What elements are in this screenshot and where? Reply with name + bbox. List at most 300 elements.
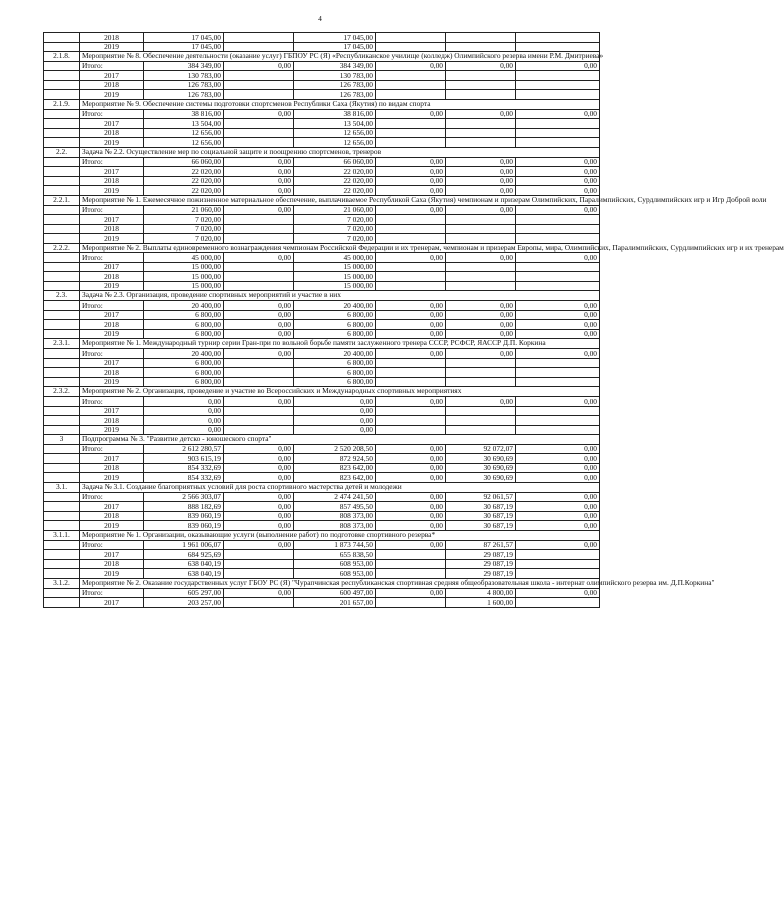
code-cell xyxy=(44,176,80,186)
amount-cell-1: 126 783,00 xyxy=(144,90,224,100)
amount-cell-4: 0,00 xyxy=(376,588,446,598)
total-label-cell: Итого: xyxy=(80,109,144,119)
code-cell xyxy=(44,473,80,483)
amount-cell-3: 15 000,00 xyxy=(294,281,376,291)
amount-cell-3: 15 000,00 xyxy=(294,272,376,282)
amount-cell-1: 17 045,00 xyxy=(144,42,224,52)
amount-cell-3: 6 800,00 xyxy=(294,310,376,320)
year-row xyxy=(44,234,600,244)
amount-cell-1: 0,00 xyxy=(144,406,224,416)
amount-cell-1: 1 961 006,07 xyxy=(144,540,224,550)
amount-cell-4: 0,00 xyxy=(376,463,446,473)
code-cell xyxy=(44,262,80,272)
amount-cell-3: 12 656,00 xyxy=(294,128,376,138)
amount-cell-6 xyxy=(516,550,600,560)
total-row xyxy=(44,61,600,71)
code-cell xyxy=(44,492,80,502)
amount-cell-1: 126 783,00 xyxy=(144,80,224,90)
amount-cell-6 xyxy=(516,416,600,426)
amount-cell-1: 638 040,19 xyxy=(144,569,224,579)
amount-cell-4 xyxy=(376,90,446,100)
code-cell xyxy=(44,540,80,550)
amount-cell-3: 15 000,00 xyxy=(294,262,376,272)
amount-cell-5: 0,00 xyxy=(446,61,516,71)
code-cell xyxy=(44,463,80,473)
amount-cell-4 xyxy=(376,416,446,426)
amount-cell-2 xyxy=(224,215,294,225)
amount-cell-1: 6 800,00 xyxy=(144,320,224,330)
amount-cell-2 xyxy=(224,119,294,129)
amount-cell-3: 126 783,00 xyxy=(294,80,376,90)
amount-cell-5 xyxy=(446,234,516,244)
total-row xyxy=(44,588,600,598)
amount-cell-4: 0,00 xyxy=(376,511,446,521)
amount-cell-5 xyxy=(446,416,516,426)
year-row xyxy=(44,262,600,272)
amount-cell-2 xyxy=(224,416,294,426)
amount-cell-3: 130 783,00 xyxy=(294,71,376,81)
amount-cell-4: 0,00 xyxy=(376,320,446,330)
year-cell: 2017 xyxy=(80,502,144,512)
item-title-cell: Подпрограмма № 3. "Развитие детско - юношеского спорта" xyxy=(80,435,600,445)
amount-cell-2 xyxy=(224,559,294,569)
code-cell xyxy=(44,157,80,167)
amount-cell-3: 7 020,00 xyxy=(294,234,376,244)
amount-cell-3: 2 520 208,50 xyxy=(294,444,376,454)
year-row xyxy=(44,186,600,196)
year-row xyxy=(44,71,600,81)
amount-cell-2: 0,00 xyxy=(224,329,294,339)
amount-cell-5 xyxy=(446,358,516,368)
amount-cell-4: 0,00 xyxy=(376,109,446,119)
amount-cell-6 xyxy=(516,262,600,272)
amount-cell-4: 0,00 xyxy=(376,329,446,339)
item-title-cell: Мероприятие № 8. Обеспечение деятельности (оказание услуг) ГБПОУ РС (Я) «Республиканское училище (колледж) Олимпийского резерва имени Р.М. Дмитриева» xyxy=(80,52,600,62)
amount-cell-5: 4 800,00 xyxy=(446,588,516,598)
section-header-row xyxy=(44,339,600,349)
amount-cell-2: 0,00 xyxy=(224,473,294,483)
amount-cell-5: 0,00 xyxy=(446,301,516,311)
amount-cell-3: 17 045,00 xyxy=(294,42,376,52)
amount-cell-5 xyxy=(446,71,516,81)
amount-cell-1: 854 332,69 xyxy=(144,473,224,483)
code-cell xyxy=(44,406,80,416)
amount-cell-2 xyxy=(224,138,294,148)
amount-cell-5: 30 687,19 xyxy=(446,502,516,512)
code-cell xyxy=(44,588,80,598)
amount-cell-4 xyxy=(376,138,446,148)
amount-cell-2: 0,00 xyxy=(224,463,294,473)
amount-cell-4: 0,00 xyxy=(376,444,446,454)
amount-cell-1: 7 020,00 xyxy=(144,215,224,225)
year-cell: 2018 xyxy=(80,511,144,521)
amount-cell-5: 0,00 xyxy=(446,253,516,263)
amount-cell-2: 0,00 xyxy=(224,157,294,167)
amount-cell-5: 29 087,19 xyxy=(446,569,516,579)
amount-cell-3: 608 953,00 xyxy=(294,559,376,569)
code-cell xyxy=(44,109,80,119)
amount-cell-5 xyxy=(446,368,516,378)
amount-cell-3: 0,00 xyxy=(294,425,376,435)
year-row xyxy=(44,473,600,483)
amount-cell-4 xyxy=(376,550,446,560)
amount-cell-1: 22 020,00 xyxy=(144,186,224,196)
total-row xyxy=(44,205,600,215)
year-cell: 2018 xyxy=(80,559,144,569)
amount-cell-6: 0,00 xyxy=(516,186,600,196)
amount-cell-6 xyxy=(516,90,600,100)
amount-cell-3: 38 816,00 xyxy=(294,109,376,119)
page-number: 4 xyxy=(318,14,322,23)
amount-cell-6 xyxy=(516,128,600,138)
amount-cell-3: 22 020,00 xyxy=(294,176,376,186)
amount-cell-2 xyxy=(224,80,294,90)
total-label-cell: Итого: xyxy=(80,253,144,263)
amount-cell-6 xyxy=(516,425,600,435)
year-cell: 2018 xyxy=(80,128,144,138)
year-row xyxy=(44,358,600,368)
amount-cell-6 xyxy=(516,281,600,291)
amount-cell-2: 0,00 xyxy=(224,61,294,71)
amount-cell-6: 0,00 xyxy=(516,61,600,71)
code-cell xyxy=(44,80,80,90)
amount-cell-1: 15 000,00 xyxy=(144,262,224,272)
amount-cell-4: 0,00 xyxy=(376,540,446,550)
amount-cell-5: 92 061,57 xyxy=(446,492,516,502)
year-row xyxy=(44,80,600,90)
total-label-cell: Итого: xyxy=(80,444,144,454)
amount-cell-2: 0,00 xyxy=(224,397,294,407)
amount-cell-2: 0,00 xyxy=(224,454,294,464)
amount-cell-1: 20 400,00 xyxy=(144,301,224,311)
budget-table xyxy=(43,32,784,608)
amount-cell-3: 608 953,00 xyxy=(294,569,376,579)
total-row xyxy=(44,109,600,119)
section-header-row xyxy=(44,52,600,62)
amount-cell-1: 6 800,00 xyxy=(144,377,224,387)
year-cell: 2019 xyxy=(80,377,144,387)
amount-cell-4: 0,00 xyxy=(376,473,446,483)
amount-cell-2: 0,00 xyxy=(224,301,294,311)
amount-cell-5: 30 690,69 xyxy=(446,454,516,464)
amount-cell-1: 45 000,00 xyxy=(144,253,224,263)
amount-cell-4 xyxy=(376,224,446,234)
year-cell: 2017 xyxy=(80,406,144,416)
amount-cell-2: 0,00 xyxy=(224,186,294,196)
code-cell xyxy=(44,128,80,138)
code-cell xyxy=(44,167,80,177)
total-row xyxy=(44,349,600,359)
item-title-cell: Мероприятие № 2. Выплаты единовременного вознаграждения чемпионам Российской Федерации и их тренерам, чемпионам и призерам Европы, мира, Олимпийских, Паралимпийских, Сурдлимпийских игр и их тренерам xyxy=(80,243,600,253)
amount-cell-1: 6 800,00 xyxy=(144,329,224,339)
amount-cell-2: 0,00 xyxy=(224,253,294,263)
amount-cell-2 xyxy=(224,224,294,234)
item-code-cell: 2.2.1. xyxy=(44,195,80,205)
amount-cell-4: 0,00 xyxy=(376,310,446,320)
amount-cell-4: 0,00 xyxy=(376,157,446,167)
year-cell: 2019 xyxy=(80,569,144,579)
amount-cell-3: 7 020,00 xyxy=(294,224,376,234)
code-cell xyxy=(44,569,80,579)
amount-cell-4: 0,00 xyxy=(376,349,446,359)
amount-cell-6: 0,00 xyxy=(516,492,600,502)
year-cell: 2017 xyxy=(80,119,144,129)
amount-cell-1: 6 800,00 xyxy=(144,358,224,368)
code-cell xyxy=(44,215,80,225)
amount-cell-4: 0,00 xyxy=(376,205,446,215)
amount-cell-3: 12 656,00 xyxy=(294,138,376,148)
code-cell xyxy=(44,186,80,196)
year-cell: 2019 xyxy=(80,521,144,531)
amount-cell-6: 0,00 xyxy=(516,540,600,550)
year-row xyxy=(44,368,600,378)
total-row xyxy=(44,301,600,311)
amount-cell-4: 0,00 xyxy=(376,502,446,512)
code-cell xyxy=(44,320,80,330)
amount-cell-5: 1 600,00 xyxy=(446,598,516,608)
item-title-cell: Мероприятие № 1. Организации, оказывающие услуги (выполнение работ) по подготовке спортивного резерва* xyxy=(80,530,600,540)
amount-cell-3: 13 504,00 xyxy=(294,119,376,129)
amount-cell-5 xyxy=(446,128,516,138)
code-cell xyxy=(44,205,80,215)
section-header-row xyxy=(44,530,600,540)
amount-cell-4: 0,00 xyxy=(376,167,446,177)
year-cell: 2019 xyxy=(80,473,144,483)
year-cell: 2019 xyxy=(80,138,144,148)
amount-cell-6 xyxy=(516,234,600,244)
amount-cell-6: 0,00 xyxy=(516,310,600,320)
amount-cell-1: 203 257,00 xyxy=(144,598,224,608)
total-row xyxy=(44,540,600,550)
amount-cell-5: 30 687,19 xyxy=(446,521,516,531)
amount-cell-5: 0,00 xyxy=(446,176,516,186)
amount-cell-5: 0,00 xyxy=(446,329,516,339)
year-cell: 2017 xyxy=(80,215,144,225)
amount-cell-5 xyxy=(446,406,516,416)
code-cell xyxy=(44,224,80,234)
total-row xyxy=(44,397,600,407)
year-row xyxy=(44,463,600,473)
amount-cell-4 xyxy=(376,425,446,435)
year-cell: 2019 xyxy=(80,90,144,100)
year-row xyxy=(44,272,600,282)
year-cell: 2019 xyxy=(80,234,144,244)
amount-cell-4 xyxy=(376,598,446,608)
amount-cell-2 xyxy=(224,128,294,138)
amount-cell-6: 0,00 xyxy=(516,511,600,521)
amount-cell-3: 126 783,00 xyxy=(294,90,376,100)
code-cell xyxy=(44,521,80,531)
amount-cell-3: 857 495,50 xyxy=(294,502,376,512)
year-row xyxy=(44,320,600,330)
total-label-cell: Итого: xyxy=(80,397,144,407)
item-code-cell: 3 xyxy=(44,435,80,445)
code-cell xyxy=(44,61,80,71)
amount-cell-6 xyxy=(516,368,600,378)
amount-cell-3: 6 800,00 xyxy=(294,358,376,368)
amount-cell-1: 0,00 xyxy=(144,416,224,426)
section-header-row xyxy=(44,435,600,445)
amount-cell-6: 0,00 xyxy=(516,301,600,311)
amount-cell-5: 87 261,57 xyxy=(446,540,516,550)
amount-cell-1: 21 060,00 xyxy=(144,205,224,215)
amount-cell-3: 6 800,00 xyxy=(294,320,376,330)
amount-cell-3: 823 642,00 xyxy=(294,463,376,473)
amount-cell-1: 17 045,00 xyxy=(144,33,224,43)
amount-cell-4: 0,00 xyxy=(376,454,446,464)
item-title-cell: Мероприятие № 2. Организация, проведение и участие во Всероссийских и Международных спортивных мероприятиях xyxy=(80,387,600,397)
total-row xyxy=(44,492,600,502)
item-code-cell: 3.1.1. xyxy=(44,530,80,540)
amount-cell-3: 808 373,00 xyxy=(294,511,376,521)
amount-cell-1: 20 400,00 xyxy=(144,349,224,359)
year-cell: 2017 xyxy=(80,598,144,608)
amount-cell-1: 903 615,19 xyxy=(144,454,224,464)
amount-cell-6 xyxy=(516,80,600,90)
code-cell xyxy=(44,119,80,129)
amount-cell-5: 0,00 xyxy=(446,186,516,196)
amount-cell-2: 0,00 xyxy=(224,167,294,177)
code-cell xyxy=(44,416,80,426)
amount-cell-6: 0,00 xyxy=(516,521,600,531)
section-header-row xyxy=(44,291,600,301)
amount-cell-3: 20 400,00 xyxy=(294,301,376,311)
amount-cell-5 xyxy=(446,425,516,435)
amount-cell-5: 29 087,19 xyxy=(446,559,516,569)
year-row xyxy=(44,559,600,569)
amount-cell-3: 45 000,00 xyxy=(294,253,376,263)
table-body xyxy=(44,32,784,608)
total-label-cell: Итого: xyxy=(80,61,144,71)
code-cell xyxy=(44,511,80,521)
year-row xyxy=(44,138,600,148)
section-header-row xyxy=(44,482,600,492)
amount-cell-2: 0,00 xyxy=(224,205,294,215)
amount-cell-5 xyxy=(446,138,516,148)
amount-cell-5 xyxy=(446,262,516,272)
code-cell xyxy=(44,301,80,311)
item-code-cell: 2.2.2. xyxy=(44,243,80,253)
amount-cell-1: 12 656,00 xyxy=(144,128,224,138)
amount-cell-5: 30 690,69 xyxy=(446,473,516,483)
amount-cell-1: 839 060,19 xyxy=(144,521,224,531)
amount-cell-4: 0,00 xyxy=(376,176,446,186)
amount-cell-6 xyxy=(516,598,600,608)
code-cell xyxy=(44,358,80,368)
amount-cell-1: 839 060,19 xyxy=(144,511,224,521)
amount-cell-4: 0,00 xyxy=(376,61,446,71)
year-row xyxy=(44,511,600,521)
amount-cell-1: 15 000,00 xyxy=(144,281,224,291)
amount-cell-3: 21 060,00 xyxy=(294,205,376,215)
year-row xyxy=(44,167,600,177)
amount-cell-3: 808 373,00 xyxy=(294,521,376,531)
year-row xyxy=(44,521,600,531)
amount-cell-2 xyxy=(224,598,294,608)
amount-cell-2 xyxy=(224,33,294,43)
amount-cell-1: 0,00 xyxy=(144,425,224,435)
amount-cell-3: 6 800,00 xyxy=(294,377,376,387)
amount-cell-1: 854 332,69 xyxy=(144,463,224,473)
year-row xyxy=(44,33,600,43)
amount-cell-3: 655 838,50 xyxy=(294,550,376,560)
amount-cell-3: 0,00 xyxy=(294,416,376,426)
amount-cell-3: 22 020,00 xyxy=(294,167,376,177)
year-cell: 2017 xyxy=(80,167,144,177)
amount-cell-6: 0,00 xyxy=(516,502,600,512)
amount-cell-3: 2 474 241,50 xyxy=(294,492,376,502)
code-cell xyxy=(44,310,80,320)
year-row xyxy=(44,176,600,186)
total-row xyxy=(44,444,600,454)
amount-cell-3: 1 873 744,50 xyxy=(294,540,376,550)
amount-cell-3: 823 642,00 xyxy=(294,473,376,483)
code-cell xyxy=(44,253,80,263)
amount-cell-1: 130 783,00 xyxy=(144,71,224,81)
amount-cell-1: 6 800,00 xyxy=(144,310,224,320)
amount-cell-2 xyxy=(224,71,294,81)
amount-cell-1: 888 182,69 xyxy=(144,502,224,512)
amount-cell-6 xyxy=(516,215,600,225)
section-header-row xyxy=(44,243,600,253)
year-cell: 2018 xyxy=(80,176,144,186)
amount-cell-4: 0,00 xyxy=(376,253,446,263)
amount-cell-5 xyxy=(446,215,516,225)
amount-cell-3: 20 400,00 xyxy=(294,349,376,359)
amount-cell-4 xyxy=(376,368,446,378)
amount-cell-6: 0,00 xyxy=(516,397,600,407)
amount-cell-5 xyxy=(446,224,516,234)
amount-cell-4: 0,00 xyxy=(376,521,446,531)
amount-cell-2 xyxy=(224,358,294,368)
amount-cell-2 xyxy=(224,406,294,416)
year-cell: 2018 xyxy=(80,80,144,90)
year-cell: 2017 xyxy=(80,71,144,81)
amount-cell-3: 0,00 xyxy=(294,406,376,416)
amount-cell-1: 605 297,00 xyxy=(144,588,224,598)
code-cell xyxy=(44,138,80,148)
amount-cell-2: 0,00 xyxy=(224,540,294,550)
year-cell: 2018 xyxy=(80,224,144,234)
item-title-cell: Задача № 3.1. Создание благоприятных условий для роста спортивного мастерства детей и молодежи xyxy=(80,482,600,492)
year-cell: 2019 xyxy=(80,281,144,291)
amount-cell-1: 22 020,00 xyxy=(144,167,224,177)
amount-cell-3: 17 045,00 xyxy=(294,33,376,43)
item-code-cell: 2.3.2. xyxy=(44,387,80,397)
amount-cell-2: 0,00 xyxy=(224,521,294,531)
amount-cell-5: 29 087,19 xyxy=(446,550,516,560)
amount-cell-6: 0,00 xyxy=(516,588,600,598)
year-cell: 2017 xyxy=(80,550,144,560)
section-header-row xyxy=(44,387,600,397)
item-code-cell: 3.1.2. xyxy=(44,578,80,588)
amount-cell-6: 0,00 xyxy=(516,454,600,464)
code-cell xyxy=(44,559,80,569)
amount-cell-3: 600 497,00 xyxy=(294,588,376,598)
code-cell xyxy=(44,550,80,560)
amount-cell-2: 0,00 xyxy=(224,349,294,359)
amount-cell-1: 6 800,00 xyxy=(144,368,224,378)
amount-cell-2 xyxy=(224,368,294,378)
item-title-cell: Мероприятие № 1. Международный турнир серии Гран-при по вольной борьбе памяти заслуженного тренера СССР, РСФСР, ЯАССР Д.П. Коркина xyxy=(80,339,600,349)
amount-cell-2 xyxy=(224,234,294,244)
amount-cell-6: 0,00 xyxy=(516,157,600,167)
amount-cell-1: 38 816,00 xyxy=(144,109,224,119)
item-title-cell: Мероприятие № 2. Оказание государственных услуг ГБОУ РС (Я) "Чурапчинская республиканская спортивная средняя общеобразовательная школа - интернат олимпийского резерва им. Д.П.Коркина" xyxy=(80,578,600,588)
amount-cell-2: 0,00 xyxy=(224,511,294,521)
section-header-row xyxy=(44,578,600,588)
amount-cell-5 xyxy=(446,90,516,100)
